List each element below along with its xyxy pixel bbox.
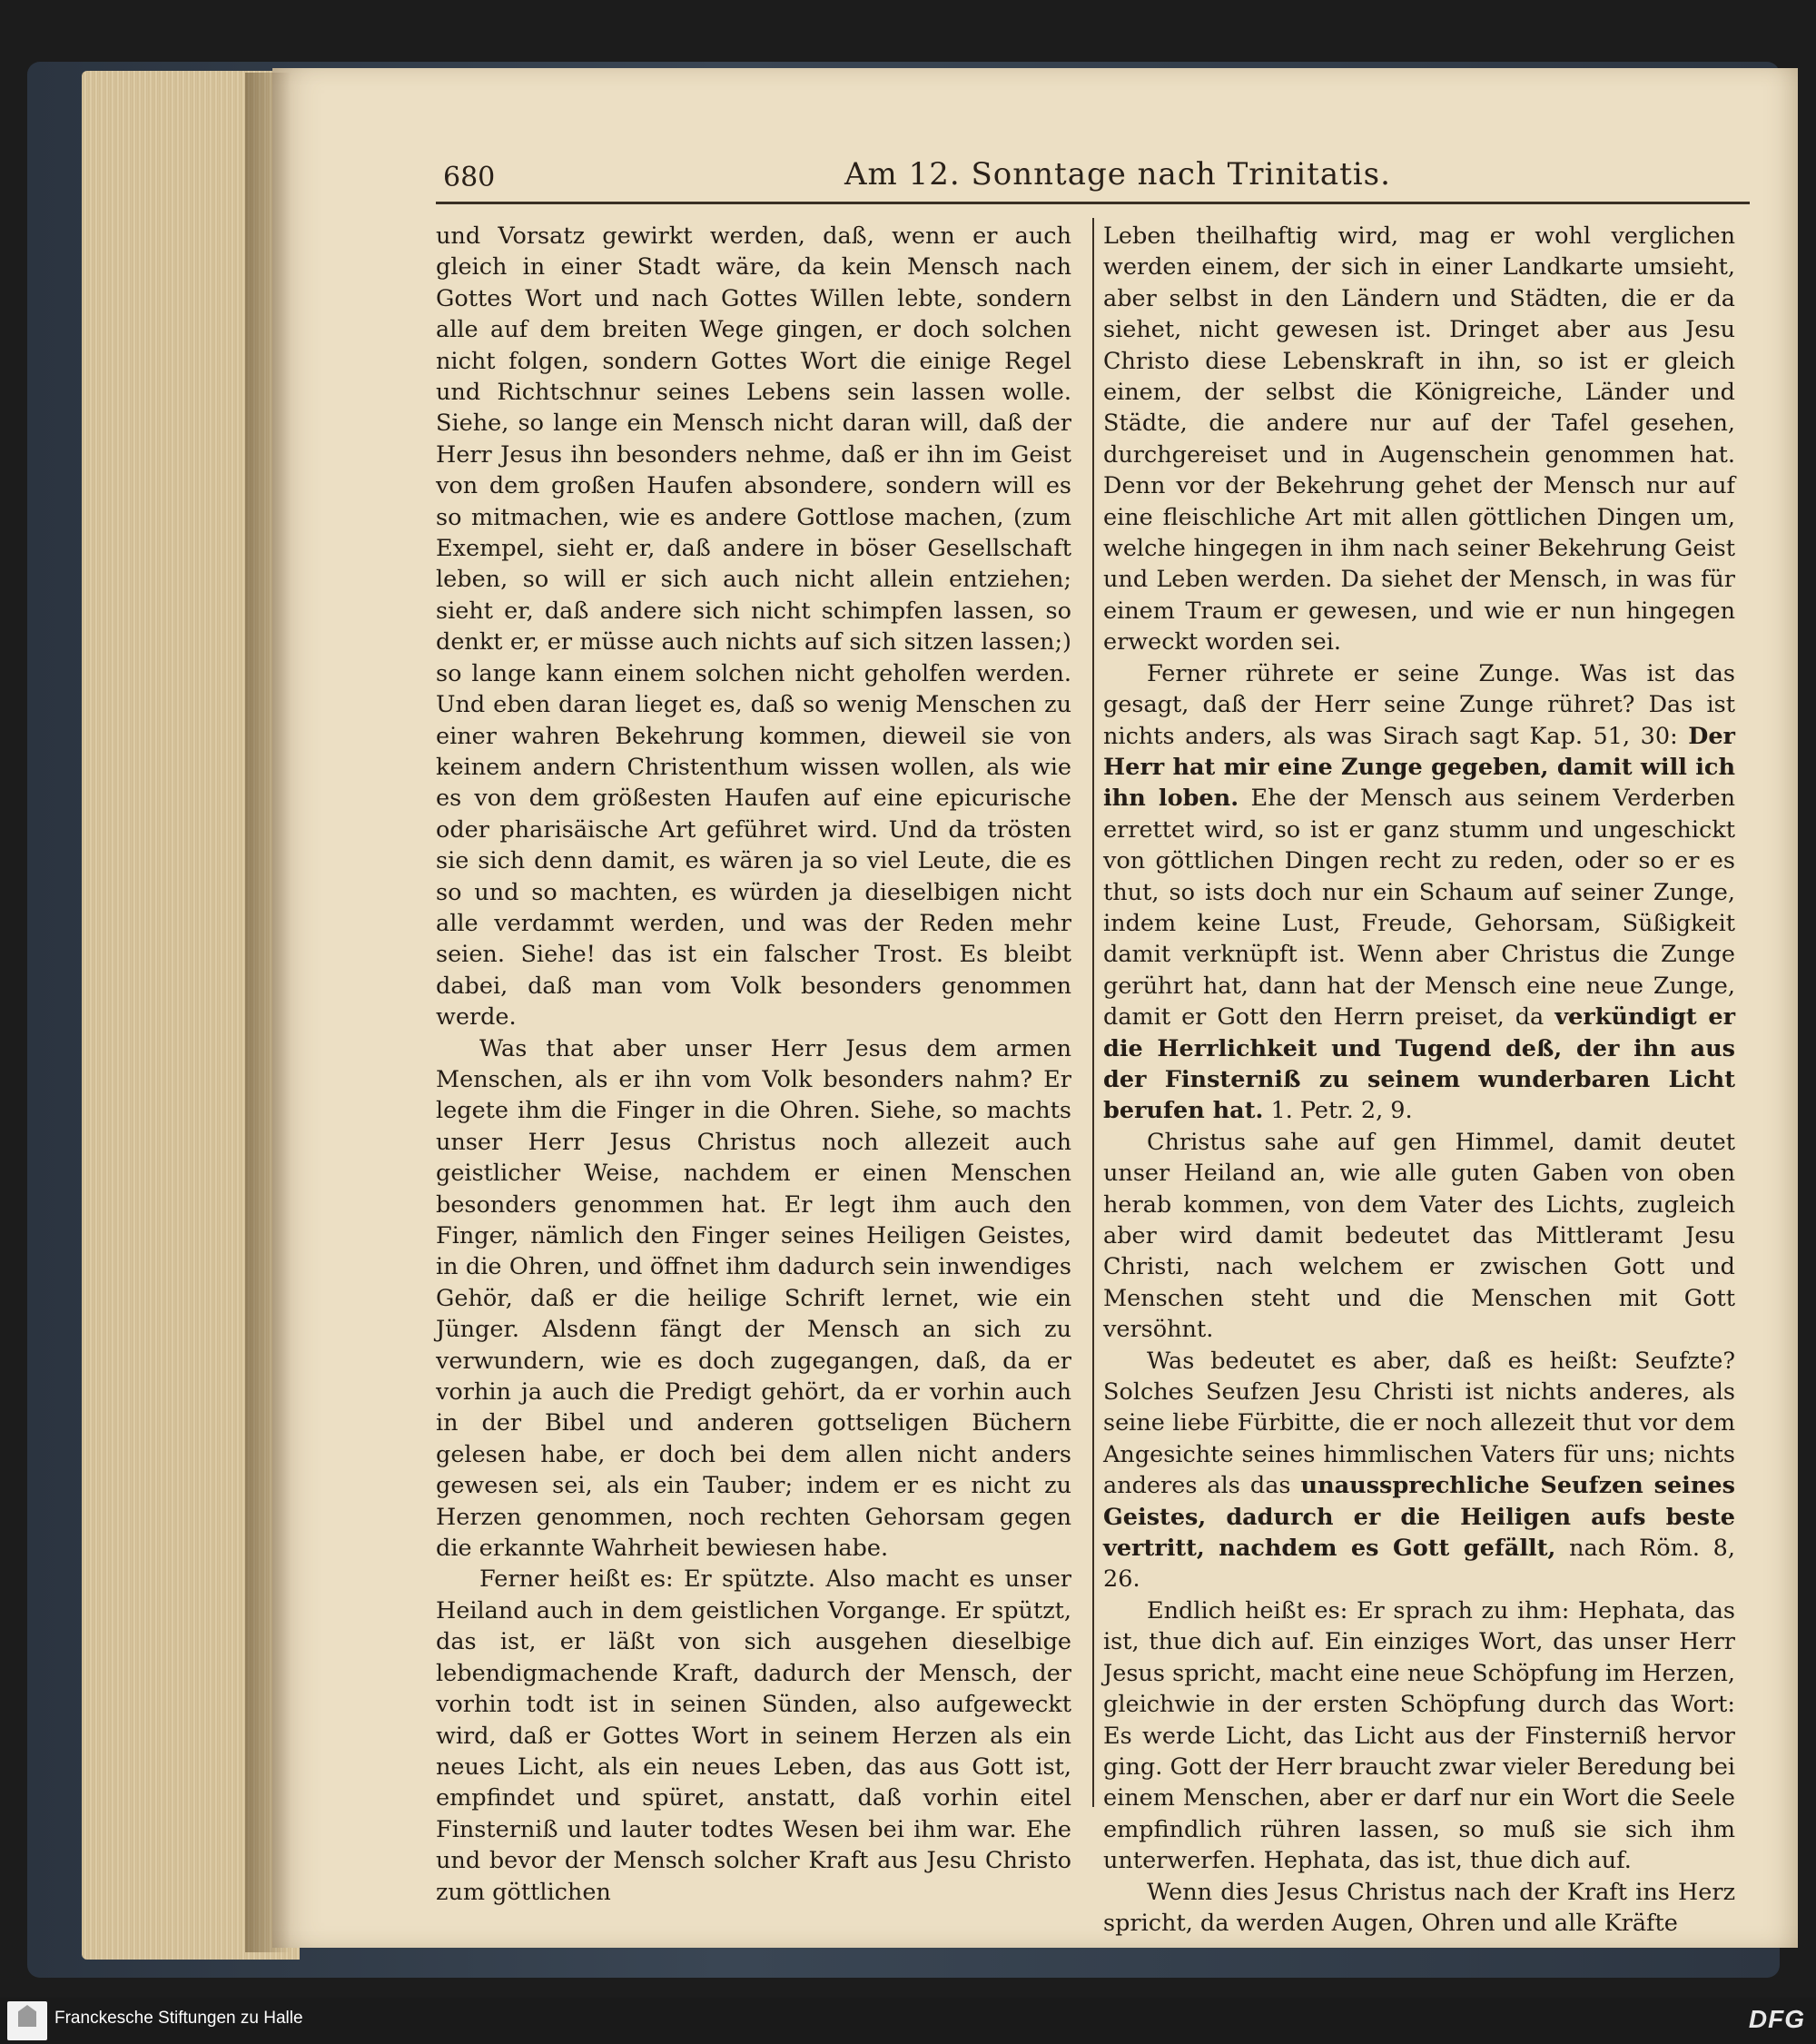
bible-reference: 1. Petr. 2, 9. xyxy=(1270,1097,1413,1125)
paragraph: Leben theilhaftig wird, mag er wohl verglichen werden einem, der sich in einer Landkarte umsieht, aber selbst in den Ländern und Städten, die er da siehet, nicht gewesen ist. Dringet aber aus Jesu Christo diese Lebenskraft in ihn, so ist er gleich einem, der selbst die Königreiche, Länder und Städte, die andere nur auf der Tafel gesehen, durchgereiset und in Augenschein genommen hat. Denn vor der Bekehrung gehet der Mensch nur auf eine fleischliche Art mit allen göttlichen Dingen um, welche hingegen in ihm nach seiner Bekehrung Geist und Leben werden. Da siehet der Mensch, in was für einem Traum er gewesen, und wie er nun hingegen erweckt worden sei. xyxy=(1103,222,1735,657)
logo-mark xyxy=(18,2005,36,2027)
paragraph xyxy=(1103,658,1735,1127)
bible-quote: verkündigt er die Herrlichkeit und Tugend deß, der ihn aus der Finsterniß zu seinem wunderbaren Licht berufen hat. xyxy=(1103,1003,1736,1125)
spine-shadow xyxy=(245,73,291,1952)
paragraph: und Vorsatz gewirkt werden, daß, wenn er auch gleich in einer Stadt wäre, da kein Mensch nach Gottes Wort und nach Gottes Willen lebte, sondern alle auf dem breiten Wege gingen, er doch solchen nicht folgen, sondern Gottes Wort die einige Regel und Richtschnur seines Lebens sein lassen wolle. Siehe, so lange ein Mensch nicht daran will, daß der Herr Jesus ihn besonders nehme, daß er ihn im Geist von dem großen Haufen absondere, sondern will es so mitmachen, wie es andere Gottlose machen, (zum Exempel, sieht er, daß andere in böser Gesellschaft leben, so will er sich auch nicht allein entziehen; sieht er, daß andere sich nicht schimpfen lassen, so denkt er, er müsse auch nichts auf sich sitzen lassen;) so lange kann einem solchen nicht geholfen werden. Und eben daran lieget es, daß so wenig Menschen zu einer wahren Bekehrung kommen, dieweil sie von keinem andern Christenthum wissen wollen, als wie es von dem größesten Haufen auf eine epicurische oder pharisäische Art geführet wird. Und da trösten sie sich denn damit, es wären ja so viel Leute, die es so und so machten, es würden ja dieselbigen nicht alle verdammt werden, und was der Reden mehr seien. Siehe! das ist ein falscher Trost. Es bleibt dabei, daß man vom Volk besonders genommen werde. xyxy=(436,222,1071,1032)
paragraph-text: Was bedeutet es aber, daß es heißt: Seufzte? Solches Seufzen Jesu Christi ist nichts anderes, als seine liebe Fürbitte, die er noch allezeit thut vor dem Angesichte seines himmlischen Vaters für uns; nichts anderes als das xyxy=(1103,1347,1735,1500)
bible-quote: unaussprechliche Seufzen seines Geistes, dadurch er die Heiligen aufs beste vertritt, nachdem es Gott gefällt, xyxy=(1103,1472,1735,1563)
institution-name[interactable]: Franckesche Stiftungen zu Halle xyxy=(54,2009,303,2028)
paragraph xyxy=(1103,1346,1735,1595)
paragraph: Christus sahe auf gen Himmel, damit deutet unser Heiland an, wie alle guten Gaben von oben herab kommen, von dem Vater des Lichts, zugleich aber wird damit bedeutet das Mittleramt Jesu Christi, nach welchem er zwischen Gott und Menschen steht und die Menschen mit Gott versöhnt. xyxy=(1103,1128,1735,1344)
dfg-logo[interactable]: DFG xyxy=(1748,2005,1805,2033)
paragraph: Was that aber unser Herr Jesus dem armen Menschen, als er ihn vom Volk besonders nahm? Er legete ihm die Finger in die Ohren. Siehe, so machts unser Herr Jesus Christus noch allezeit auch geistlicher Weise, nachdem er einen Menschen besonders genommen hat. Er legt ihm auch den Finger, nämlich den Finger seines Heiligen Geistes, in die Ohren, und öffnet ihm dadurch sein inwendiges Gehör, daß er die heilige Schrift lernet, wie ein Jünger. Alsdenn fängt der Mensch an sich zu verwundern, wie es doch zugegangen, daß, da er vorhin ja auch die Predigt gehört, da er vorhin auch in der Bibel und anderen gottseligen Büchern gelesen habe, er doch bei dem allen nicht anders gewesen sei, als ein Tauber; indem er es nicht zu Herzen genommen, noch rechten Gehorsam gegen die erkannte Wahrheit bewiesen habe. xyxy=(436,1034,1071,1563)
right-column xyxy=(1103,221,1735,1939)
paragraph: Wenn dies Jesus Christus nach der Kraft ins Herz spricht, da werden Augen, Ohren und alle Kräfte xyxy=(1103,1878,1735,1937)
bible-reference: nach Röm. 8, 26. xyxy=(1103,1535,1735,1594)
institution-logo-icon[interactable] xyxy=(7,2001,47,2040)
page-number: 680 xyxy=(443,162,496,193)
footer-bar xyxy=(0,1998,1816,2044)
paragraph: Endlich heißt es: Er sprach zu ihm: Hephata, das ist, thue dich auf. Ein einziges Wort, das unser Herr Jesus spricht, macht eine neue Schöpfung im Herzen, gleichwie in der ersten Schöpfung durch das Wort: Es werde Licht, das Licht aus der Finsterniß hervor ging. Gott der Herr braucht zwar vieler Beredung bei einem Menschen, aber er darf nur ein Wort die Seele empfindlich rühren lassen, so muß sie sich ihm unterwerfen. Hephata, das ist, thue dich auf. xyxy=(1103,1596,1735,1875)
paragraph-text: Ferner rührete er seine Zunge. Was ist das gesagt, daß der Herr seine Zunge rühret? Das ist nichts anders, als was Sirach sagt Kap. 51, 30: xyxy=(1103,659,1735,750)
column-divider xyxy=(1092,218,1094,1807)
paragraph: Ferner heißt es: Er spützte. Also macht es unser Heiland auch in dem geistlichen Vorgange. Er spützt, das ist, er läßt von sich ausgehen dieselbige lebendigmachende Kraft, dadurch der Mensch, der vorhin todt ist in seinen Sünden, also aufgeweckt wird, daß er Gottes Wort in seinem Herzen als ein neues Licht, als ein neues Leben, das aus Gott ist, empfindet und spüret, anstatt, daß vorhin eitel Finsterniß und lauter todtes Wesen bei ihm war. Ehe und bevor der Mensch solcher Kraft aus Jesu Christo zum göttlichen xyxy=(436,1565,1071,1906)
left-column xyxy=(436,221,1071,1908)
running-head: Am 12. Sonntage nach Trinitatis. xyxy=(844,156,1391,193)
paragraph-text: Ehe der Mensch aus seinem Verderben errettet wird, so ist er ganz stumm und ungeschickt von göttlichen Dingen recht zu reden, oder so er es thut, so ists doch nur ein Schaum auf seiner Zunge, indem keine Lust, Freude, Gehorsam, Süßigkeit damit verknüpft ist. Wenn aber Christus die Zunge gerührt hat, dann hat der Mensch eine neue Zunge, damit er Gott den Herrn preiset, da xyxy=(1103,785,1735,1032)
bible-quote: Der Herr hat mir eine Zunge gegeben, damit will ich ihn loben. xyxy=(1103,722,1735,813)
header-rule xyxy=(436,202,1750,204)
